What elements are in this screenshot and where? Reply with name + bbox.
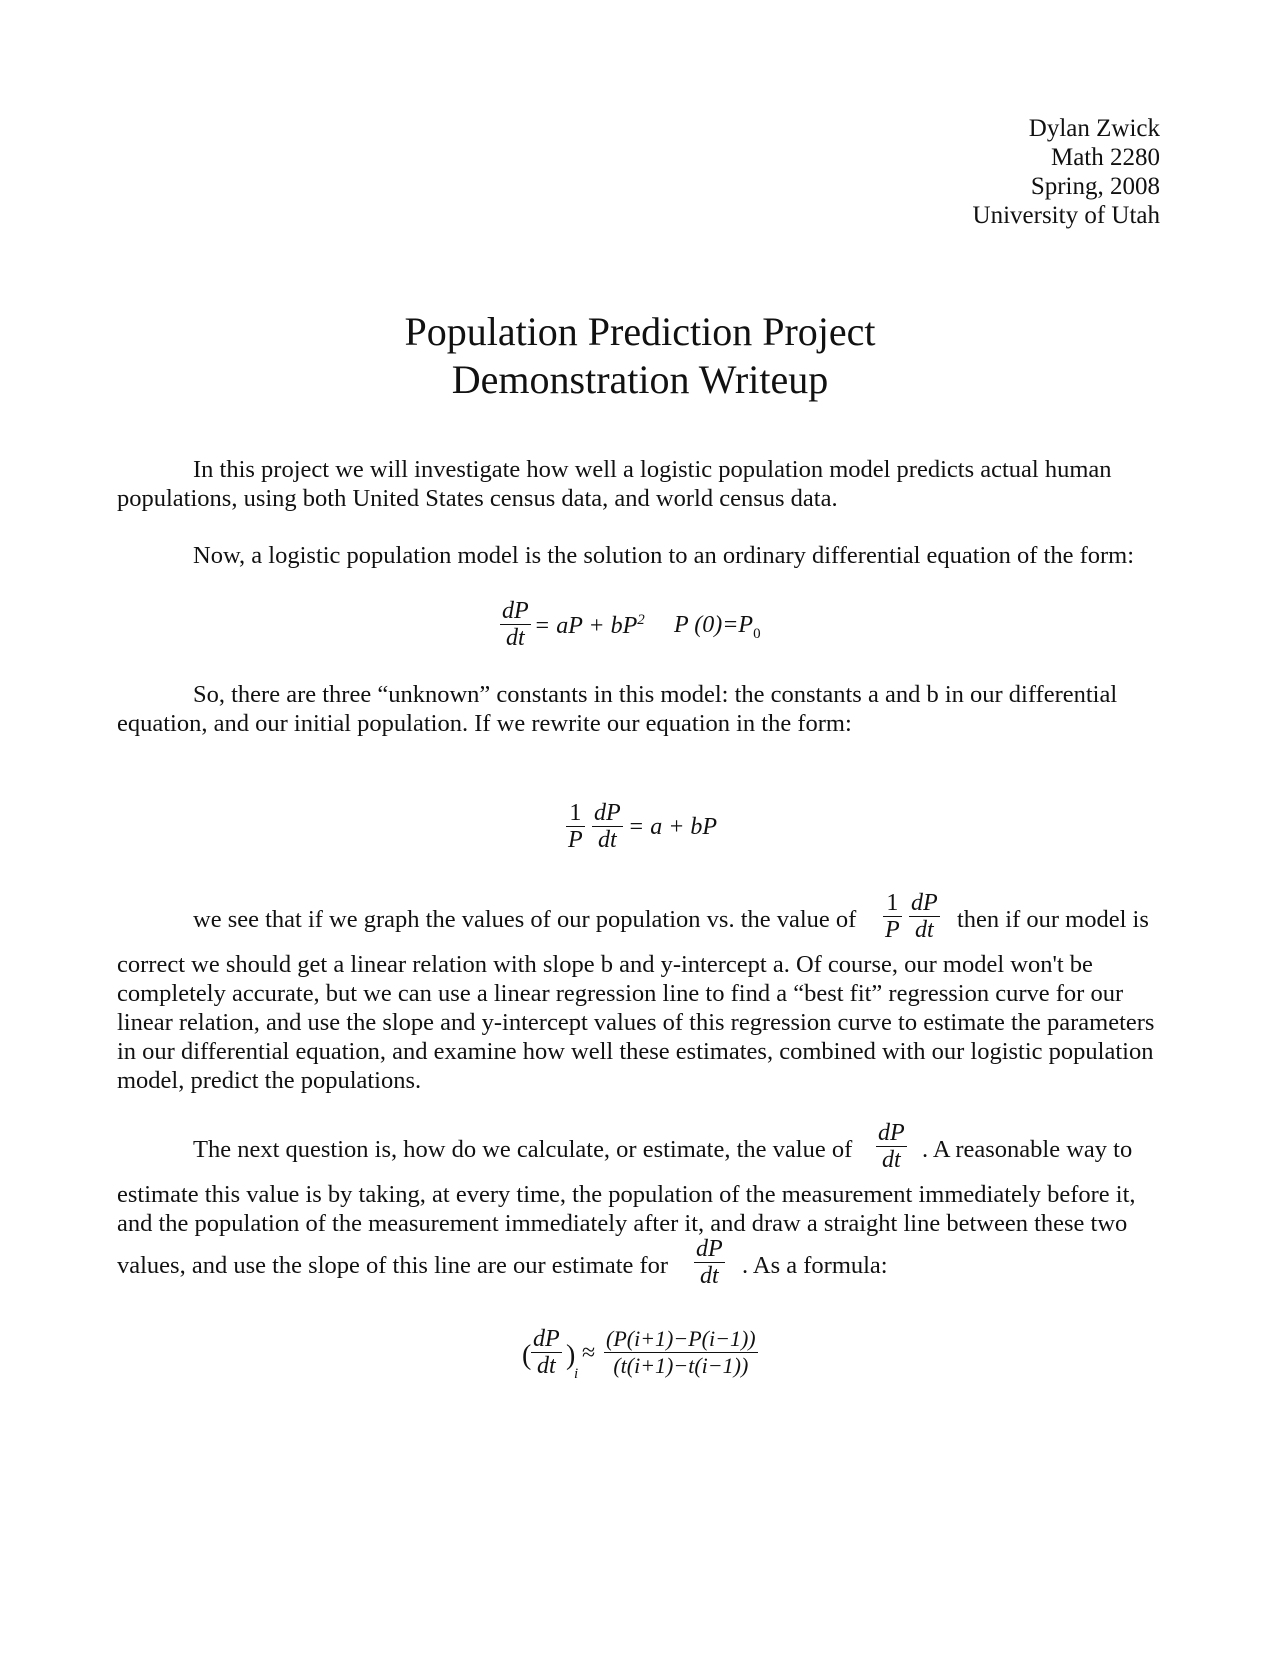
paragraph-intro: In this project we will investigate how well a logistic population model predicts actual human populations, using both United States census data, and world census data. (117, 456, 1112, 512)
open-paren: ( (522, 1340, 532, 1371)
ode-rhs-text: = aP + bP (534, 613, 638, 639)
fraction-dp-dt (592, 800, 623, 853)
paragraph-estimate-start: The next question is, how do we calculate, or estimate, the value of (193, 1136, 853, 1163)
school: University of Utah (972, 202, 1160, 229)
author-block (973, 114, 1160, 230)
page-title (0, 308, 1280, 404)
denominator: dt (915, 917, 934, 943)
fraction-dp-dt (531, 1326, 562, 1379)
paragraph-estimate-last-start: values, and use the slope of this line are our estimate for (117, 1252, 669, 1279)
equation-finite-difference (522, 1326, 782, 1396)
fraction-one-over-p (566, 800, 585, 853)
equation-rewritten (566, 800, 766, 860)
paragraph-estimate-last-end: . As a formula: (742, 1252, 888, 1279)
numerator: dP (594, 800, 621, 826)
inline-fraction-dp-dt-3 (694, 1236, 725, 1289)
title-line-1: Population Prediction Project (404, 309, 876, 354)
title-line-2: Demonstration Writeup (451, 357, 829, 402)
denominator: (t(i+1)−t(i−1)) (613, 1353, 749, 1378)
numerator: 1 (569, 800, 582, 826)
paragraph-graph-start: we see that if we graph the values of our population vs. the value of (193, 906, 857, 933)
denominator: dt (598, 827, 617, 853)
course-name: Math 2280 (1050, 144, 1160, 171)
approx-symbol: ≈ (582, 1340, 596, 1366)
subscript-i: i (574, 1366, 579, 1382)
numerator: dP (878, 1120, 905, 1146)
fraction-difference-quotient (604, 1326, 758, 1379)
fraction-dp-dt (500, 598, 531, 651)
numerator: dP (533, 1326, 560, 1352)
denominator: P (885, 917, 900, 943)
term: Spring, 2008 (1030, 173, 1160, 200)
initial-condition-subscript: 0 (753, 625, 761, 642)
numerator: dP (911, 890, 938, 916)
ode-rhs (534, 612, 645, 640)
paragraph-graph-mid: then if our model is (957, 906, 1149, 933)
numerator: (P(i+1)−P(i−1)) (606, 1326, 756, 1351)
paragraph-unknowns: So, there are three “unknown” constants in this model: the constants a and b in our differential equation, and our initial population. If we rewrite our equation in the form: (117, 681, 1118, 737)
numerator: dP (502, 598, 529, 624)
inline-fraction-dp-dt (909, 890, 940, 943)
ode-exponent: 2 (637, 612, 645, 628)
denominator: dt (882, 1147, 901, 1173)
initial-condition-text: P (0)=P (674, 612, 754, 638)
close-paren: ) (566, 1340, 576, 1371)
denominator: dt (506, 625, 525, 651)
author-name: Dylan Zwick (1028, 115, 1160, 142)
initial-condition (674, 612, 761, 643)
inline-fraction-dp-dt-2 (876, 1120, 907, 1173)
paragraph-estimate-mid: . A reasonable way to (922, 1136, 1133, 1163)
rewritten-rhs: = a + bP (628, 814, 718, 840)
denominator: dt (537, 1353, 556, 1379)
numerator: 1 (886, 890, 899, 916)
paragraph-estimate-rest: estimate this value is by taking, at every time, the population of the measurement immediately before it, and the population of the measurement immediately after it, and draw a straight line between these two (117, 1181, 1136, 1237)
inline-fraction-one-over-p (883, 890, 902, 943)
equation-logistic-ode (500, 598, 800, 658)
paragraph-logistic: Now, a logistic population model is the solution to an ordinary differential equation of the form: (193, 542, 1135, 569)
denominator: P (568, 827, 583, 853)
denominator: dt (700, 1263, 719, 1289)
paragraph-graph-rest: correct we should get a linear relation with slope b and y-intercept a. Of course, our model won't be completely accurate, but we can use a linear regression line to find a “best fit” regression curve for our linear relation, and use the slope and y-intercept values of this regression curve to estimate the parameters in our differential equation, and examine how well these estimates, combined with our logistic population model, predict the populations. (117, 951, 1155, 1094)
numerator: dP (696, 1236, 723, 1262)
